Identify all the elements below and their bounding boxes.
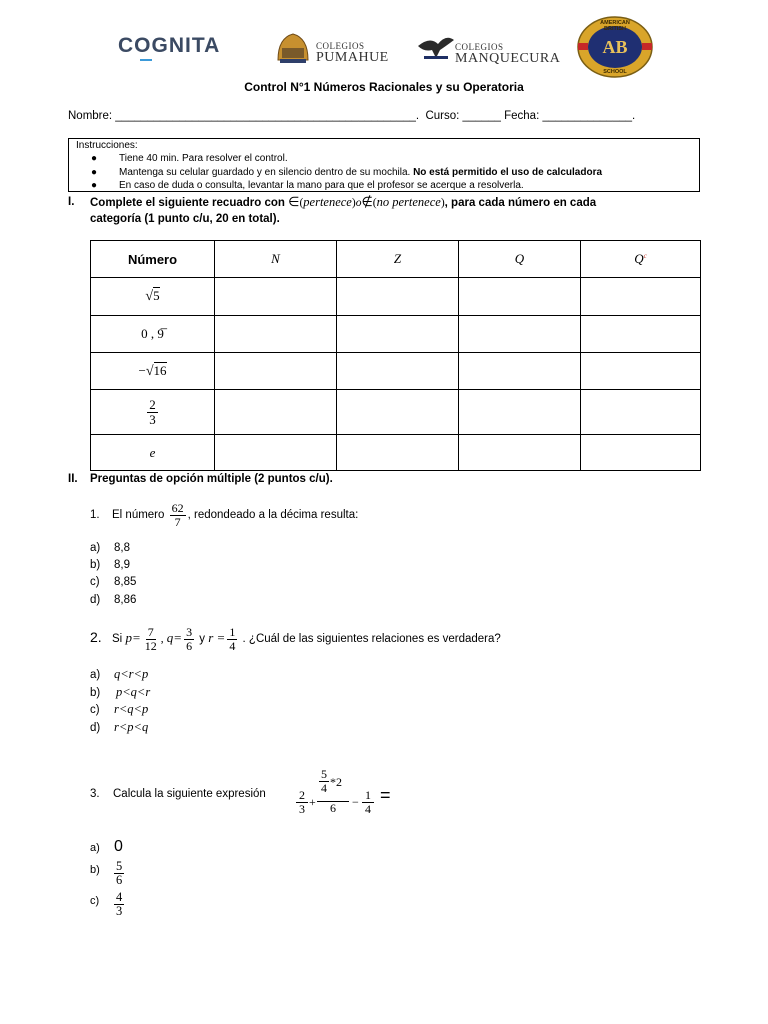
plus-sign: + [309, 795, 316, 809]
minus-sign: − [138, 362, 146, 378]
pumahue-logo-large: PUMAHUE [316, 50, 389, 65]
complex-fraction [317, 768, 349, 815]
number-cell-sqrt5 [91, 278, 215, 316]
fraction-denominator: 3 [149, 411, 156, 427]
fraction-denominator: 4 [229, 638, 236, 653]
instruction-text: En caso de duda o consulta, levantar la mano para que el profesor se acerque a resolverla. [119, 180, 524, 191]
option-letter: d) [90, 722, 101, 734]
manquecura-eagle-icon [416, 32, 456, 62]
complex-denominator: 6 [330, 801, 336, 815]
question-2-number: 2. [90, 629, 102, 646]
var-p: p= [125, 630, 141, 646]
section-2-number: II. [68, 473, 78, 485]
fraction-numerator: 2 [149, 396, 156, 412]
option-text: 8,9 [114, 559, 130, 571]
question-1 [90, 502, 358, 528]
classification-table [90, 240, 701, 471]
answer-cell[interactable] [581, 390, 701, 435]
table-header-z [337, 241, 459, 278]
radicand: 5 [153, 288, 160, 303]
option-text: p<q<r [116, 685, 151, 699]
option-2d[interactable] [90, 720, 148, 735]
paren-open-2: ( [372, 197, 377, 209]
instruction-item [91, 180, 524, 191]
table-header-q [459, 241, 581, 278]
table-header-numero [91, 241, 215, 278]
fraction-numerator: 1 [362, 789, 374, 803]
fraction-denominator: 6 [186, 638, 193, 653]
question-3-text: Calcula la siguiente expresión [113, 788, 266, 800]
section-2-text: Preguntas de opción múltiple (2 puntos c/u). [90, 473, 333, 485]
option-1c[interactable] [90, 576, 136, 588]
option-letter: b) [90, 687, 101, 699]
option-text: 8,85 [114, 576, 137, 588]
option-1a[interactable] [90, 542, 130, 554]
element-of-symbol: ∈ [288, 194, 300, 209]
answer-cell[interactable] [337, 278, 459, 316]
option-text: 8,86 [114, 594, 137, 606]
question-3-expression [296, 768, 426, 820]
pumahue-logo-small: COLEGIOS [316, 41, 365, 51]
seal-bottom-text: SCHOOL [603, 69, 627, 75]
fraction [143, 626, 159, 652]
times-two: *2 [330, 775, 342, 789]
instruction-text: Tiene 40 min. Para resolver el control. [119, 153, 288, 164]
answer-cell[interactable] [337, 390, 459, 435]
instructions-heading: Instrucciones: [76, 140, 138, 151]
section-1-text-a: Complete el siguiente recuadro con [90, 197, 285, 209]
euler-number: e [149, 444, 156, 460]
complex-numerator [317, 768, 349, 802]
number-cell-minus-sqrt16 [91, 353, 215, 390]
fraction-denominator: 12 [144, 638, 157, 653]
radicand: 16 [153, 362, 167, 378]
manquecura-logo-small: COLEGIOS [455, 42, 504, 52]
option-text: 0 [114, 838, 123, 855]
page-title: Control N°1 Números Racionales y su Operatoria [244, 80, 524, 94]
instruction-bold-text: No está permitido el uso de calculadora [413, 167, 603, 178]
question-2 [90, 626, 501, 652]
option-letter: a) [90, 669, 101, 681]
option-2c[interactable] [90, 702, 148, 717]
manquecura-logo-text [455, 43, 560, 66]
fraction [296, 789, 308, 815]
fraction [114, 891, 124, 918]
option-1d[interactable] [90, 594, 136, 606]
answer-cell[interactable] [459, 390, 581, 435]
fraction-numerator: 4 [116, 890, 123, 904]
option-2a[interactable] [90, 667, 148, 682]
fraction-numerator: 3 [186, 625, 193, 639]
y-text: y [199, 633, 206, 646]
o-text: o [355, 197, 362, 209]
no-pertenece-text: no pertenece [376, 195, 441, 209]
var-r: r = [208, 630, 226, 646]
question-2-text: . ¿Cuál de las siguientes relaciones es verdadera? [242, 633, 501, 646]
sqrt-symbol: √ [145, 363, 154, 379]
answer-cell[interactable] [459, 278, 581, 316]
question-3-number: 3. [90, 788, 100, 800]
cognita-logo-accent [140, 59, 152, 61]
paren-close-2: ) [440, 197, 445, 209]
instruction-text: Mantenga su celular guardado y en silencio dentro de su mochila. [119, 167, 411, 178]
fraction-denominator: 4 [321, 780, 327, 795]
answer-cell[interactable] [581, 316, 701, 353]
option-letter: c) [90, 576, 100, 588]
answer-cell[interactable] [215, 435, 337, 471]
option-1b[interactable] [90, 559, 130, 571]
comma: , [160, 633, 164, 646]
equals-sign: = [380, 785, 391, 805]
option-letter: b) [90, 863, 100, 876]
question-1-text-a: El número [112, 509, 165, 522]
paren-close: ) [351, 197, 356, 209]
table-row [91, 278, 701, 316]
answer-cell[interactable] [581, 278, 701, 316]
option-3b[interactable] [90, 860, 124, 887]
answer-cell[interactable] [337, 316, 459, 353]
answer-cell[interactable] [459, 353, 581, 390]
fraction [184, 626, 194, 652]
table-header-row [91, 241, 701, 278]
fraction [170, 502, 186, 528]
answer-cell[interactable] [459, 435, 581, 471]
option-3a[interactable] [90, 838, 123, 856]
option-3c[interactable] [90, 891, 124, 918]
answer-cell[interactable] [581, 353, 701, 390]
fraction-numerator: 1 [229, 625, 236, 639]
table-header-label: Número [127, 251, 178, 267]
bullet-icon: ● [91, 180, 98, 191]
answer-cell[interactable] [337, 353, 459, 390]
minus-sign: − [352, 795, 359, 809]
col-label: N [271, 251, 280, 266]
fraction-denominator: 6 [116, 873, 123, 888]
table-row [91, 390, 701, 435]
section-1-line-2: categoría (1 punto c/u, 20 en total). [90, 213, 280, 225]
option-letter: b) [90, 559, 101, 571]
option-letter: d) [90, 594, 101, 606]
bullet-icon: ● [91, 167, 98, 178]
fraction-numerator: 5 [321, 767, 327, 781]
section-1-text-b: , para cada número en cada [444, 197, 597, 209]
table-row [91, 316, 701, 353]
complement-superscript: c [643, 252, 647, 261]
seal-mid-text: AB [602, 37, 628, 57]
q2-si: Si [112, 633, 123, 646]
option-letter: c) [90, 704, 100, 716]
option-text: r<p<q [114, 720, 149, 734]
number-cell-periodic [91, 316, 215, 353]
option-letter: a) [90, 542, 101, 554]
not-element-of-symbol: ∉ [361, 194, 373, 209]
answer-cell[interactable] [215, 278, 337, 316]
option-2b[interactable] [90, 685, 150, 700]
seal-top-text: AMERICAN BRITISH [600, 20, 630, 32]
pertenece-text: pertenece [303, 195, 352, 209]
bullet-icon: ● [91, 153, 98, 164]
cognita-logo: COGNITA [118, 34, 221, 57]
instructions-box [68, 138, 700, 192]
number-cell-e [91, 435, 215, 471]
pumahue-crest-icon [274, 30, 312, 66]
option-letter: c) [90, 894, 100, 907]
fraction-denominator: 7 [174, 514, 181, 529]
col-label: Q [634, 251, 644, 266]
answer-cell[interactable] [337, 435, 459, 471]
student-info-line: Nombre: _______________________________________________. Curso: ______ Fecha: ______________. [68, 110, 636, 122]
fraction-denominator: 3 [299, 801, 305, 816]
periodic-decimal: 0 , 9 [141, 326, 164, 341]
option-text: 8,8 [114, 542, 130, 554]
number-cell-fraction [91, 390, 215, 435]
fraction-numerator: 7 [147, 625, 154, 639]
fraction [319, 768, 329, 794]
answer-cell[interactable] [581, 435, 701, 471]
fraction-numerator: 2 [296, 789, 308, 803]
instruction-item [91, 153, 288, 164]
fraction [227, 626, 237, 652]
fraction [362, 789, 374, 815]
pumahue-logo-text [316, 42, 389, 65]
section-1-number: I. [68, 196, 75, 208]
fraction-numerator: 62 [171, 501, 184, 515]
option-letter: a) [90, 842, 100, 854]
instruction-item [91, 167, 602, 178]
question-1-number: 1. [90, 509, 100, 522]
option-text: q<r<p [114, 667, 149, 681]
table-row [91, 353, 701, 390]
fraction-numerator: 5 [116, 859, 123, 873]
manquecura-logo-large: MANQUECURA [455, 51, 561, 66]
col-label: Q [514, 251, 525, 266]
paren-open: ( [299, 197, 304, 209]
answer-cell[interactable] [215, 316, 337, 353]
col-label: Z [393, 251, 402, 266]
answer-cell[interactable] [215, 390, 337, 435]
section-1-text [90, 194, 596, 210]
answer-cell[interactable] [215, 353, 337, 390]
fraction [114, 860, 124, 887]
fraction [147, 398, 158, 426]
question-1-text-b: , redondeado a la décima resulta: [187, 509, 359, 522]
sqrt-symbol: √ [145, 289, 154, 304]
fraction-denominator: 3 [116, 904, 123, 919]
answer-cell[interactable] [459, 316, 581, 353]
var-q: q= [166, 630, 183, 646]
option-text: r<q<p [114, 702, 149, 716]
table-header-n [215, 241, 337, 278]
table-header-qc [581, 241, 701, 278]
table-row [91, 435, 701, 471]
fraction-denominator: 4 [365, 801, 371, 816]
